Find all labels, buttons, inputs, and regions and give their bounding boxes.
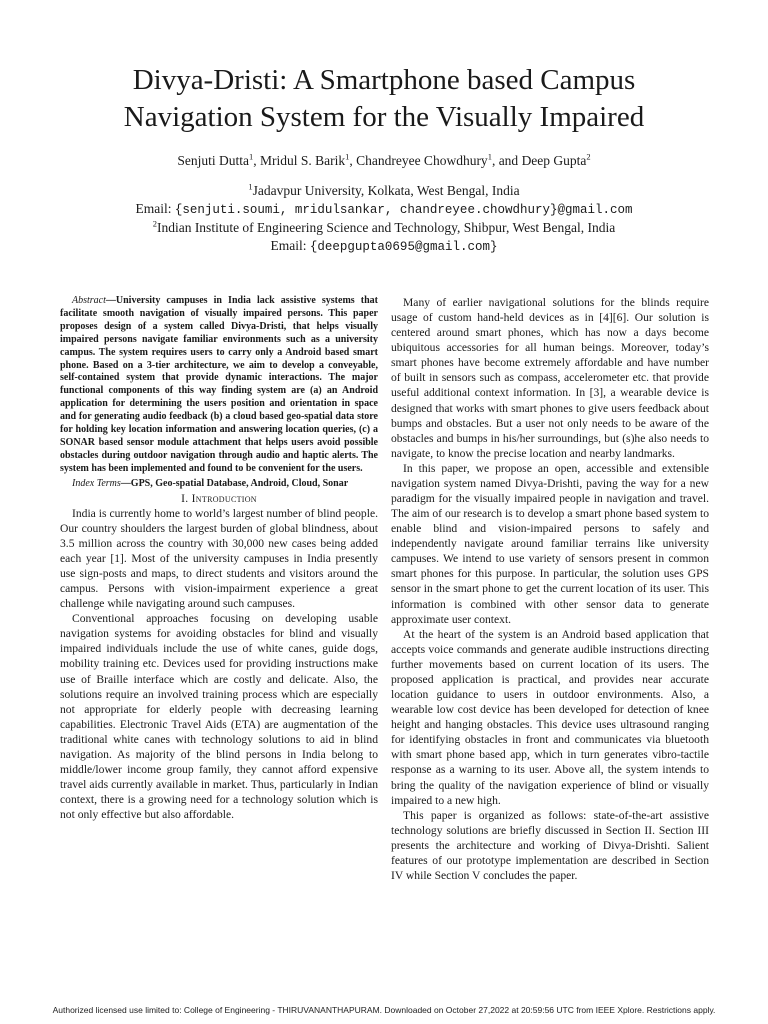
affiliation-1 (40, 182, 728, 200)
affiliation-number: 1 (248, 181, 253, 192)
author-name: Chandreyee Chowdhury (356, 153, 488, 168)
body-paragraph: Many of earlier navigational solutions for the blinds require usage of custom hand-held devices as in [4][6]. Our solution is centered around smart phones, which has now a days become ubiquitous accessories for all human beings. Moreover, today’s smart phones have become extremely affordable and have number of built in sensors such as compass, accelerometer etc. that provide useful additional context information. In [3], a wearable device is designed that works with smart phones to give users feedback about bumps and obstacles. But a user not only needs to be aware of the obstacles and bumps in his/her surroundings, but (s)he also needs to navigate, to know the precise location and nearby landmarks. (391, 296, 709, 460)
email-address[interactable]: {deepgupta0695@gmail.com} (309, 240, 498, 254)
email-label: Email: (270, 238, 310, 253)
author-name: Deep Gupta (521, 153, 587, 168)
affiliation-text: Indian Institute of Engineering Science and Technology, Shibpur, West Bengal, India (156, 220, 616, 235)
left-column (60, 295, 378, 822)
author-separator: , and (491, 153, 522, 168)
abstract-label: Abstract (72, 295, 106, 306)
author-list (40, 152, 728, 170)
author-affiliation-mark: 1 (248, 151, 254, 162)
abstract-text: —University campuses in India lack assistive systems that facilitate smooth navigation of visually impaired persons. This paper proposes design of a system called Divya-Dristi, that helps visually impaired persons navigate familiar environments such as a university campus. The system requires users to carry only a Android based smart phone. Based on a 3-tier architecture, we aim to develop a conveyable, self-contained system that provide dynamic interactions. The major functional components of this way finding system are (a) an Android application for determining the users position and orientation in space and for generating audio feedback (b) a cloud based geo-spatial data store for holding key location information and answering location queries, (c) a SONAR based sensor module attachment that helps users avoid possible obstacles during outdoor navigation through audio and haptic alerts. The system has been implemented and found to be convenient for the users. (60, 295, 378, 474)
author-affiliation-mark: 1 (487, 151, 492, 162)
body-paragraph: This paper is organized as follows: state-of-the-art assistive technology solutions are briefly discussed in Section II. Section III presents the architecture and working of Divya-Drishti. Salient features of our prototype implementation are described in Section IV while Section V concludes the paper. (391, 808, 709, 882)
author-affiliation-mark: 2 (586, 151, 591, 162)
affiliation-text: Jadavpur University, Kolkata, West Bengal, India (252, 183, 520, 198)
email-address[interactable]: {senjuti.soumi, mridulsankar, chandreyee.chowdhury}@gmail.com (174, 203, 633, 217)
right-column (391, 295, 709, 883)
paper-title (40, 62, 728, 136)
author-name: Senjuti Dutta (177, 153, 249, 168)
author-separator: , (349, 153, 357, 168)
affiliation-number: 2 (152, 218, 157, 229)
author-separator: , (253, 153, 260, 168)
email-line-2 (40, 237, 728, 256)
email-label: Email: (135, 201, 175, 216)
body-paragraph: At the heart of the system is an Android based application that accepts voice commands and generate audible instructions directing further movements based on current location of its users. The proposed application is practical, and provides near accurate location guidance to users in outdoor environments. Also, a wearable low cost device has been developed for detection of knee height and hanging obstacles. This device uses ultrasound ranging for identifying obstacles in front and communicates via bluetooth with smart phone based app, which in turn generates vibro-tactile response as a warning to its user. Above all, the system intends to bring the quality of the navigation experience of blind or visually impaired to a new high. (391, 627, 709, 807)
index-terms-text: —GPS, Geo-spatial Database, Android, Cloud, Sonar (120, 477, 349, 489)
title-line-2: Navigation System for the Visually Impaired (123, 101, 645, 133)
body-paragraph: In this paper, we propose an open, accessible and extensible navigation system named Divya-Drishti, paving the way for a new paradigm for the visually impaired people in navigation and travel. The aim of our research is to develop a smart phone based system to enable blind and vision-impaired persons to safely and independently navigate around familiar terrains like university campuses. We intend to use variety of sensors present in common smart phones for this purpose. In particular, the solution uses GPS sensor in the smart phone to get the current location of its user. This information is combined with other sensor data to generate approximate user context. (391, 461, 709, 626)
body-paragraph: Conventional approaches focusing on developing usable navigation systems for avoiding obstacles for blind and visually impaired individuals include the use of white canes, guide dogs, mobility training etc. Devices used for providing instructions make use of Braille interface which are costly and delicate. Also, the solutions require an involved training process which are especially not appropriate for elderly people with decreasing learning capabilities. Electronic Travel Aids (ETA) are augmentation of the traditional white canes with technology solutions to aid in blind navigation. As majority of the blind persons in India belong to middle/lower income group family, they cannot afford expensive travel aids currently available in market. Thus, particularly in Indian context, there is a growing need for a technology solution which is not only effective but also affordable. (60, 612, 378, 822)
index-terms-label: Index Terms (72, 477, 121, 489)
license-footer: Authorized licensed use limited to: College of Engineering - THIRUVANANTHAPURAM. Downloaded on October 27,2022 at 20:59:56 UTC from IEEE Xplore. Restrictions apply. (52, 1005, 716, 1015)
affiliations (40, 182, 728, 256)
author-affiliation-mark: 1 (345, 151, 350, 162)
affiliation-2 (40, 219, 728, 237)
body-paragraph: India is currently home to world’s largest number of blind people. Our country shoulders the largest burden of global blindness, about 3.5 million across the country with 30,000 new cases being added each year [1]. Most of the university campuses in India presently use sign-posts and maps, to direct students and visitors around the campus. Persons with vision-impairment experience a great challenge while navigating around such campuses. (60, 506, 378, 611)
title-line-1: Divya-Dristi: A Smartphone based Campus (132, 64, 636, 96)
index-terms (60, 478, 378, 491)
section-heading-introduction: I. Introduction (181, 491, 257, 505)
author-name: Mridul S. Barik (259, 153, 346, 168)
email-line-1 (40, 200, 728, 219)
abstract (60, 295, 378, 476)
